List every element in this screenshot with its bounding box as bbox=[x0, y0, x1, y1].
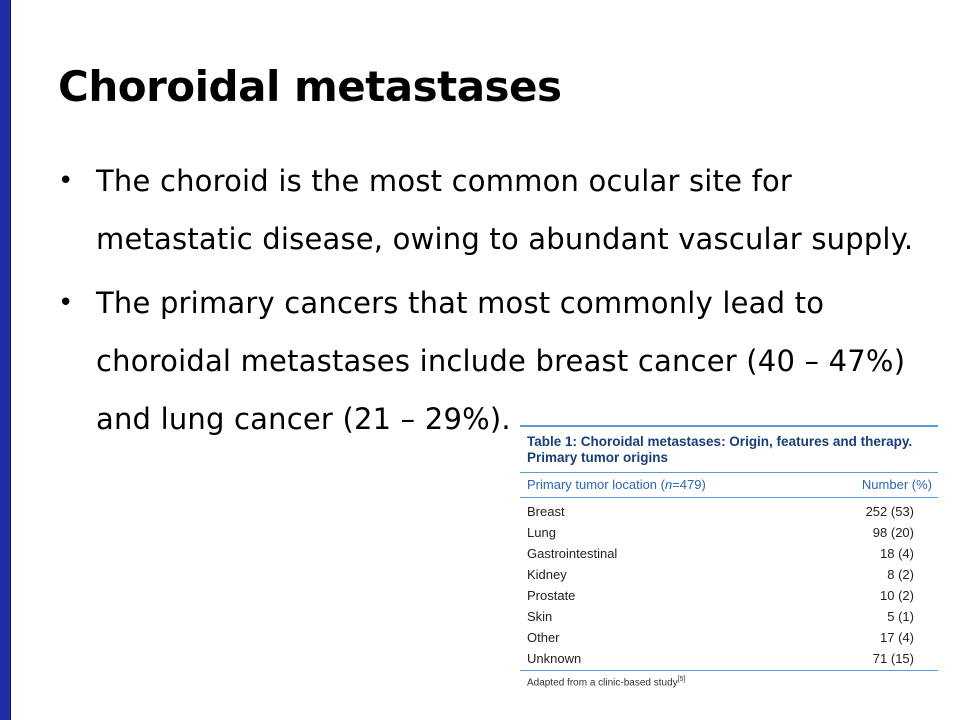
table-row bbox=[520, 522, 938, 543]
table-header-rule bbox=[520, 497, 938, 498]
bullet-marker: • bbox=[58, 166, 74, 196]
row-number: 98 (20) bbox=[872, 525, 914, 540]
tumor-origin-table bbox=[520, 425, 938, 688]
slide-title: Choroidal metastases bbox=[58, 62, 562, 111]
bullet-list bbox=[58, 152, 938, 454]
table-body bbox=[520, 501, 938, 669]
bullet-item bbox=[58, 152, 938, 268]
row-number: 10 (2) bbox=[880, 588, 914, 603]
bullet-text: The primary cancers that most commonly lead to choroidal metastases include breast cancer (40 – 47%) and lung cancer (21 – 29%). bbox=[96, 286, 906, 436]
bullet-item bbox=[58, 274, 911, 448]
table-row bbox=[520, 627, 938, 648]
table-row bbox=[520, 564, 938, 585]
row-number: 5 (1) bbox=[887, 609, 914, 624]
row-location: Unknown bbox=[527, 651, 582, 666]
table-row bbox=[520, 543, 938, 564]
table-footnote: Adapted from a clinic-based study[5] bbox=[527, 676, 686, 689]
row-location: Other bbox=[527, 630, 560, 645]
row-number: 17 (4) bbox=[880, 630, 914, 645]
row-number: 18 (4) bbox=[880, 546, 914, 561]
row-number: 252 (53) bbox=[865, 504, 914, 519]
row-location: Skin bbox=[527, 609, 553, 624]
table-row bbox=[520, 648, 938, 669]
row-number: 8 (2) bbox=[887, 567, 914, 582]
table-row bbox=[520, 606, 938, 627]
header-number: Number (%) bbox=[861, 477, 932, 492]
row-location: Kidney bbox=[527, 567, 567, 582]
table-row bbox=[520, 585, 938, 606]
table-row bbox=[520, 501, 938, 522]
header-location: Primary tumor location (n=479) bbox=[527, 477, 706, 492]
row-location: Breast bbox=[527, 504, 565, 519]
row-location: Lung bbox=[527, 525, 556, 540]
row-location: Prostate bbox=[527, 588, 576, 603]
row-location: Gastrointestinal bbox=[527, 546, 618, 561]
table-header bbox=[520, 473, 938, 497]
row-number: 71 (15) bbox=[872, 651, 914, 666]
left-accent-bar bbox=[0, 0, 11, 720]
bullet-text: The choroid is the most common ocular site for metastatic disease, owing to abundant vascular supply. bbox=[96, 164, 914, 256]
bullet-marker: • bbox=[58, 288, 74, 318]
table-caption: Table 1: Choroidal metastases: Origin, features and therapy. Primary tumor origins bbox=[527, 434, 913, 465]
